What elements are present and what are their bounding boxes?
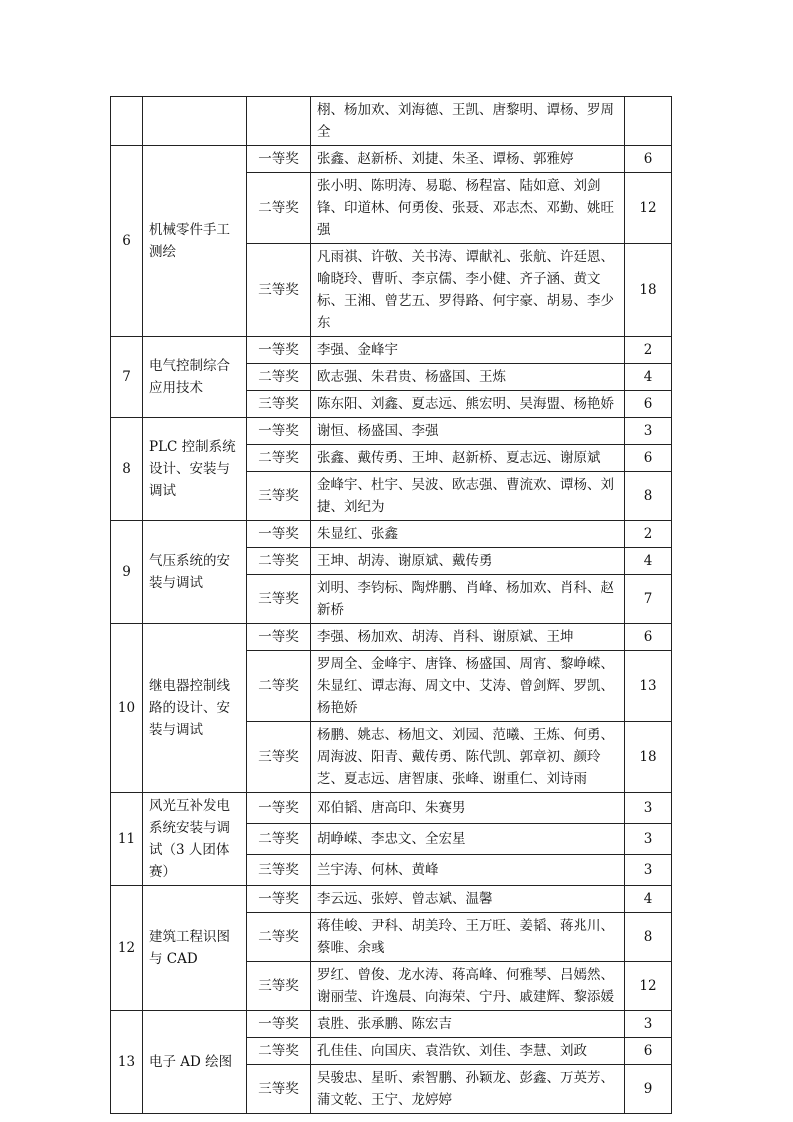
- count-cell: 6: [625, 146, 672, 173]
- names-cell: 蒋佳峻、尹科、胡美玲、王万旺、姜韬、蒋兆川、蔡唯、余彧: [311, 913, 625, 962]
- level-cell: 一等奖: [247, 146, 311, 173]
- names-cell: 邓伯韬、唐高印、朱赛男: [311, 793, 625, 824]
- count-cell: 3: [625, 855, 672, 886]
- names-cell: 李云远、张婷、曾志斌、温馨: [311, 886, 625, 913]
- level-cell: 二等奖: [247, 1038, 311, 1065]
- level-cell: 三等奖: [247, 962, 311, 1011]
- names-cell: 李强、杨加欢、胡涛、肖科、谢原斌、王坤: [311, 624, 625, 651]
- names-cell: 陈东阳、刘鑫、夏志远、熊宏明、吴海盟、杨艳娇: [311, 391, 625, 418]
- names-cell: 张鑫、赵新桥、刘捷、朱圣、谭杨、郭雅婷: [311, 146, 625, 173]
- table-row: [111, 97, 672, 146]
- level-cell: 一等奖: [247, 418, 311, 445]
- count-cell: 6: [625, 391, 672, 418]
- event-cell: PLC 控制系统设计、安装与调试: [143, 418, 247, 521]
- seq-cell: 12: [111, 886, 143, 1011]
- count-cell: 2: [625, 521, 672, 548]
- seq-cell: 6: [111, 146, 143, 337]
- level-cell: 二等奖: [247, 913, 311, 962]
- table-row: [111, 1011, 672, 1038]
- names-cell: 胡峥嵘、李忠文、全宏星: [311, 824, 625, 855]
- names-cell: 兰宇涛、何林、黄峰: [311, 855, 625, 886]
- level-cell: 三等奖: [247, 244, 311, 337]
- names-cell: 金峰宇、杜宇、吴波、欧志强、曹流欢、谭杨、刘捷、刘纪为: [311, 472, 625, 521]
- level-cell: 一等奖: [247, 886, 311, 913]
- names-cell: 张小明、陈明涛、易聪、杨程富、陆如意、刘剑锋、印道林、何勇俊、张聂、邓志杰、邓勤、姚旺强: [311, 173, 625, 244]
- count-cell: 2: [625, 337, 672, 364]
- count-cell: [625, 97, 672, 146]
- count-cell: 12: [625, 173, 672, 244]
- count-cell: 3: [625, 1011, 672, 1038]
- level-cell: 三等奖: [247, 722, 311, 793]
- names-cell: 罗红、曾俊、龙水涛、蒋高峰、何雅琴、吕嫣然、谢丽莹、许逸晨、向海荣、宁丹、戚建辉、黎添媛: [311, 962, 625, 1011]
- table-row: [111, 146, 672, 173]
- count-cell: 6: [625, 624, 672, 651]
- names-cell: 孔佳佳、向国庆、袁浩钦、刘佳、李慧、刘政: [311, 1038, 625, 1065]
- table-row: [111, 624, 672, 651]
- event-cell: 机械零件手工测绘: [143, 146, 247, 337]
- count-cell: 3: [625, 418, 672, 445]
- names-cell: 刘明、李钧标、陶烨鹏、肖峰、杨加欢、肖科、赵新桥: [311, 575, 625, 624]
- names-cell: 张鑫、戴传勇、王坤、赵新桥、夏志远、谢原斌: [311, 445, 625, 472]
- seq-cell: 10: [111, 624, 143, 793]
- level-cell: 三等奖: [247, 391, 311, 418]
- level-cell: 二等奖: [247, 364, 311, 391]
- names-cell: 吴骏忠、星昕、索智鹏、孙颖龙、彭鑫、万英芳、蒲文乾、王宁、龙婷婷: [311, 1065, 625, 1114]
- level-cell: 二等奖: [247, 173, 311, 244]
- level-cell: 一等奖: [247, 624, 311, 651]
- level-cell: 三等奖: [247, 575, 311, 624]
- level-cell: 一等奖: [247, 1011, 311, 1038]
- event-cell: 气压系统的安装与调试: [143, 521, 247, 624]
- count-cell: 9: [625, 1065, 672, 1114]
- event-cell: 风光互补发电系统安装与调试（3 人团体赛）: [143, 793, 247, 886]
- count-cell: 4: [625, 364, 672, 391]
- names-cell: 袁胜、张承鹏、陈宏吉: [311, 1011, 625, 1038]
- count-cell: 7: [625, 575, 672, 624]
- table-row: [111, 521, 672, 548]
- table-row: [111, 418, 672, 445]
- seq-cell: 7: [111, 337, 143, 418]
- names-cell: 王坤、胡涛、谢原斌、戴传勇: [311, 548, 625, 575]
- level-cell: 一等奖: [247, 337, 311, 364]
- count-cell: 8: [625, 913, 672, 962]
- count-cell: 3: [625, 824, 672, 855]
- level-cell: [247, 97, 311, 146]
- table-row: [111, 793, 672, 824]
- level-cell: 二等奖: [247, 445, 311, 472]
- count-cell: 12: [625, 962, 672, 1011]
- event-cell: 建筑工程识图与 CAD: [143, 886, 247, 1011]
- seq-cell: 13: [111, 1011, 143, 1114]
- level-cell: 一等奖: [247, 793, 311, 824]
- names-cell: 朱显红、张鑫: [311, 521, 625, 548]
- names-cell: 杨鹏、姚志、杨旭文、刘园、范曦、王炼、何勇、周海波、阳青、戴传勇、陈代凯、郭章初、颜玲芝、夏志远、唐智康、张峰、谢重仁、刘诗雨: [311, 722, 625, 793]
- table-row: [111, 886, 672, 913]
- seq-cell: 9: [111, 521, 143, 624]
- level-cell: 一等奖: [247, 521, 311, 548]
- names-cell: 罗周全、金峰宇、唐锋、杨盛国、周宵、黎峥嵘、朱显红、谭志海、周文中、艾涛、曾剑辉、罗凯、杨艳娇: [311, 651, 625, 722]
- count-cell: 3: [625, 793, 672, 824]
- count-cell: 6: [625, 1038, 672, 1065]
- awards-table: [110, 96, 672, 1114]
- names-cell: 欧志强、朱君贵、杨盛国、王炼: [311, 364, 625, 391]
- level-cell: 三等奖: [247, 1065, 311, 1114]
- count-cell: 4: [625, 548, 672, 575]
- event-cell: [143, 97, 247, 146]
- seq-cell: [111, 97, 143, 146]
- seq-cell: 8: [111, 418, 143, 521]
- count-cell: 8: [625, 472, 672, 521]
- count-cell: 4: [625, 886, 672, 913]
- level-cell: 二等奖: [247, 824, 311, 855]
- count-cell: 13: [625, 651, 672, 722]
- table-row: [111, 337, 672, 364]
- names-cell: 凡雨祺、许敬、关书涛、谭献礼、张航、许廷恩、喻晓玲、曹昕、李京儒、李小健、齐子涵、黄文标、王湘、曾艺五、罗得路、何宇豪、胡易、李少东: [311, 244, 625, 337]
- seq-cell: 11: [111, 793, 143, 886]
- count-cell: 18: [625, 244, 672, 337]
- count-cell: 18: [625, 722, 672, 793]
- level-cell: 三等奖: [247, 855, 311, 886]
- names-cell: 谢恒、杨盛国、李强: [311, 418, 625, 445]
- count-cell: 6: [625, 445, 672, 472]
- level-cell: 三等奖: [247, 472, 311, 521]
- event-cell: 电气控制综合应用技术: [143, 337, 247, 418]
- names-cell: 李强、金峰宇: [311, 337, 625, 364]
- event-cell: 电子 AD 绘图: [143, 1011, 247, 1114]
- level-cell: 二等奖: [247, 548, 311, 575]
- event-cell: 继电器控制线路的设计、安装与调试: [143, 624, 247, 793]
- level-cell: 二等奖: [247, 651, 311, 722]
- names-cell: 栩、杨加欢、刘海德、王凯、唐黎明、谭杨、罗周全: [311, 97, 625, 146]
